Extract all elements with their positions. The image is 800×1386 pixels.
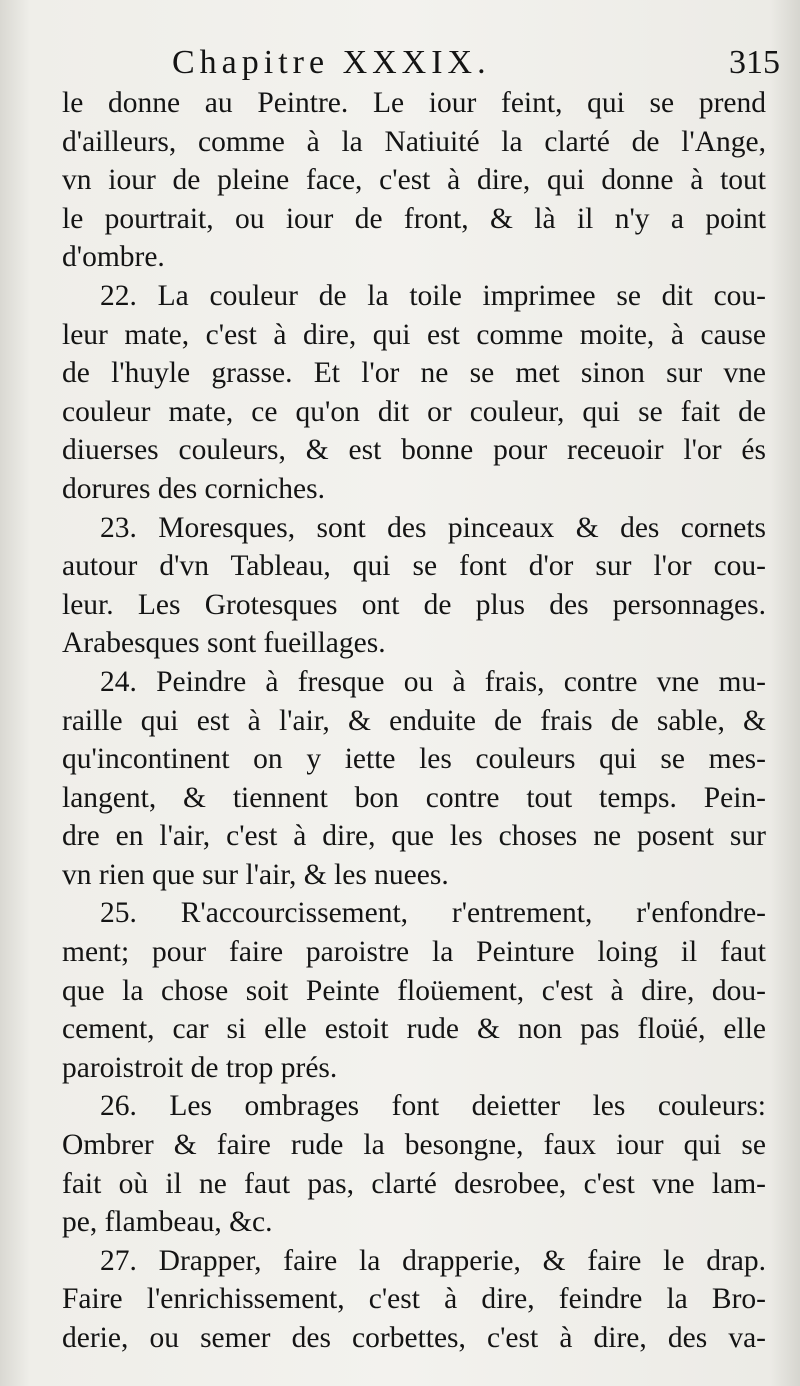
text-line: 23. Moresques, sont des pinceaux & des cornets [100,511,766,544]
text-line: d'ailleurs, comme à la Natiuité la clarté de l'Ange, [62,125,766,158]
text-line: couleur mate, ce qu'on dit or couleur, qui se fait de [62,395,766,428]
text-line: dorures des corniches. [62,472,325,505]
text-line: raille qui est à l'air, & enduite de frais de sable, & [62,704,766,737]
text-line: Arabesques sont fueillages. [62,627,386,660]
text-line: fait où il ne faut pas, clarté desrobee, c'est vne lam- [62,1167,766,1200]
text-line: autour d'vn Tableau, qui se font d'or sur l'or cou- [62,550,766,583]
page-header [60,42,780,86]
text-line: diuerses couleurs, & est bonne pour receuoir l'or és [62,434,766,467]
text-line: le donne au Peintre. Le iour feint, qui se prend [62,87,766,119]
text-line: pe, flambeau, &c. [62,1206,273,1239]
body-text [62,84,766,1358]
text-line: langent, & tiennent bon contre tout temps. Pein- [62,781,766,814]
page-number: 315 [729,44,780,81]
text-line: 27. Drapper, faire la drapperie, & faire le drap. [100,1244,766,1277]
text-line: dre en l'air, c'est à dire, que les choses ne posent sur [62,820,766,853]
text-line: 26. Les ombrages font deietter les couleurs: [100,1090,766,1123]
running-title: Chapitre XXXIX. [172,44,491,81]
text-line: 25. R'accourcissement, r'entrement, r'enfondre- [100,897,766,930]
text-line: derie, ou semer des corbettes, c'est à dire, des va- [62,1322,766,1354]
text-line: Ombrer & faire rude la besongne, faux iour qui se [62,1129,766,1162]
text-line: Faire l'enrichissement, c'est à dire, feindre la Bro- [62,1283,766,1316]
text-line: leur mate, c'est à dire, qui est comme moite, à cause [62,318,766,351]
text-line: leur. Les Grotesques ont de plus des personnages. [62,588,766,621]
text-line: paroistroit de trop prés. [62,1051,338,1084]
text-line: vn iour de pleine face, c'est à dire, qui donne à tout [62,164,766,197]
text-line: ment; pour faire paroistre la Peinture loing il faut [62,936,766,969]
text-line: cement, car si elle estoit rude & non pas floüé, elle [62,1013,766,1046]
text-line: de l'huyle grasse. Et l'or ne se met sinon sur vne [62,357,766,390]
text-line: vn rien que sur l'air, & les nuees. [62,858,449,891]
text-line: qu'incontinent on y iette les couleurs qui se mes- [62,743,766,776]
text-line: 22. La couleur de la toile imprimee se dit cou- [100,279,766,312]
text-line: que la chose soit Peinte floüement, c'est à dire, dou- [62,974,766,1007]
text-line: 24. Peindre à fresque ou à frais, contre vne mu- [100,665,766,698]
text-line: le pourtrait, ou iour de front, & là il n'y a point [62,202,766,235]
text-line: d'ombre. [62,241,165,274]
